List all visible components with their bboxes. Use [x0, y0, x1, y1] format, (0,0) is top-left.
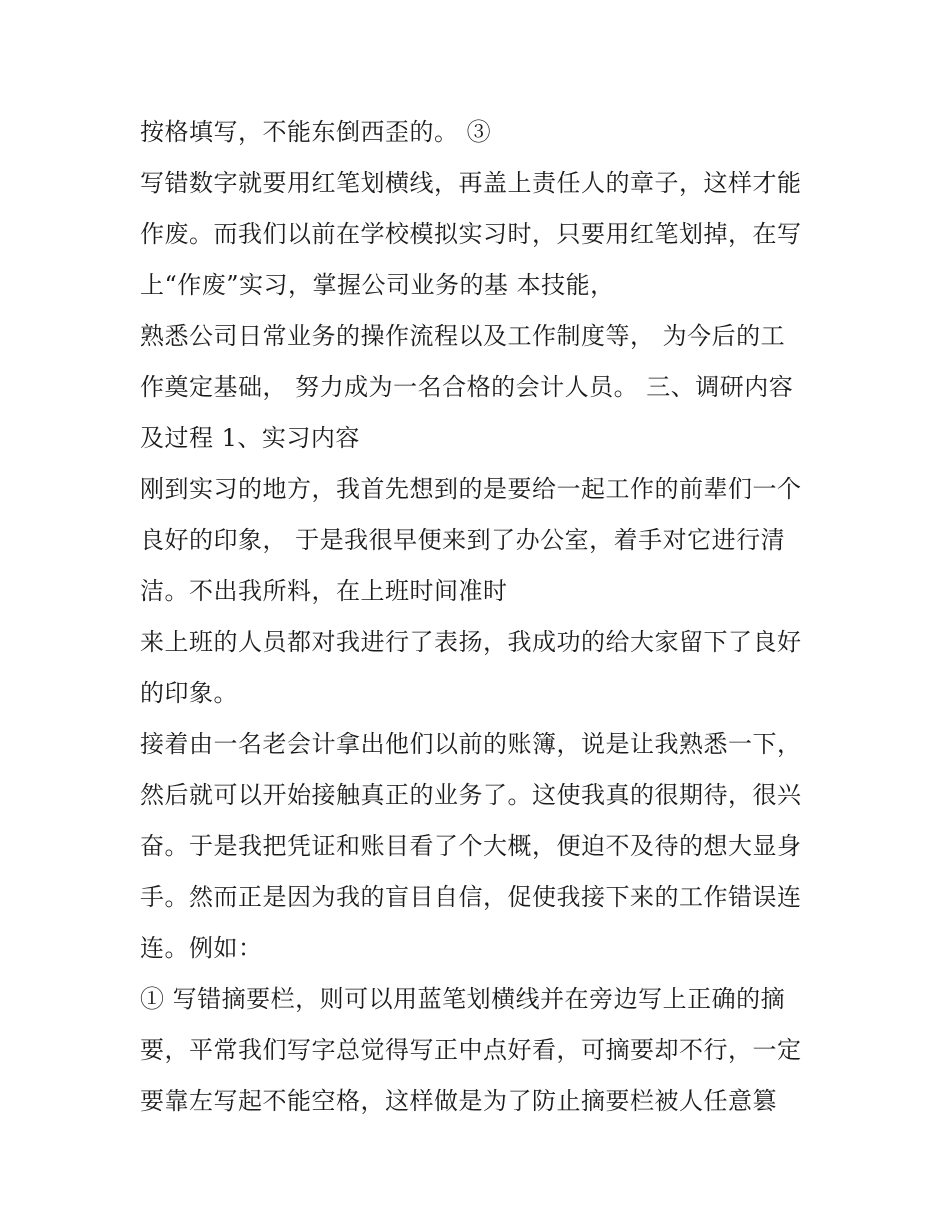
- text-line: 要靠左写起不能空格，这样做是为了防止摘要栏被人任意篡: [140, 1087, 777, 1115]
- text-line: 要，平常我们写字总觉得写正中点好看，可摘要却不行，一定: [140, 1036, 802, 1064]
- text-line: 手。然而正是因为我的盲目自信，促使我接下来的工作错误连: [140, 883, 802, 911]
- text-line: 按格填写，不能东倒西歪的。 ③: [140, 118, 492, 146]
- text-line: 良好的印象， 于是我很早便来到了办公室，着手对它进行清: [140, 526, 786, 554]
- text-line: 上“作废”实习，掌握公司业务的基 本技能，: [140, 271, 615, 299]
- text-line: 然后就可以开始接触真正的业务了。这使我真的很期待，很兴: [140, 781, 802, 809]
- text-line: 接着由一名老会计拿出他们以前的账簿，说是让我熟悉一下，: [140, 730, 802, 758]
- text-line: ① 写错摘要栏，则可以用蓝笔划横线并在旁边写上正确的摘: [140, 985, 786, 1013]
- text-line: 连。例如：: [140, 934, 263, 962]
- text-line: 的印象。: [140, 679, 238, 707]
- text-line: 洁。不出我所料，在上班时间准时: [140, 577, 508, 605]
- text-line: 作奠定基础， 努力成为一名合格的会计人员。 三、调研内容: [140, 373, 794, 401]
- text-line: 作废。而我们以前在学校模拟实习时，只要用红笔划掉，在写: [140, 220, 802, 248]
- text-line: 奋。于是我把凭证和账目看了个大概，便迫不及待的想大显身: [140, 832, 802, 860]
- text-line: 熟悉公司日常业务的操作流程以及工作制度等， 为今后的工: [140, 322, 786, 350]
- body-text: [140, 107, 820, 1127]
- text-line: 来上班的人员都对我进行了表扬，我成功的给大家留下了良好: [140, 628, 802, 656]
- text-line: 写错数字就要用红笔划横线，再盖上责任人的章子，这样才能: [140, 169, 802, 197]
- text-line: 刚到实习的地方，我首先想到的是要给一起工作的前辈们一个: [140, 475, 802, 503]
- text-line: 及过程 1、实习内容: [140, 424, 360, 452]
